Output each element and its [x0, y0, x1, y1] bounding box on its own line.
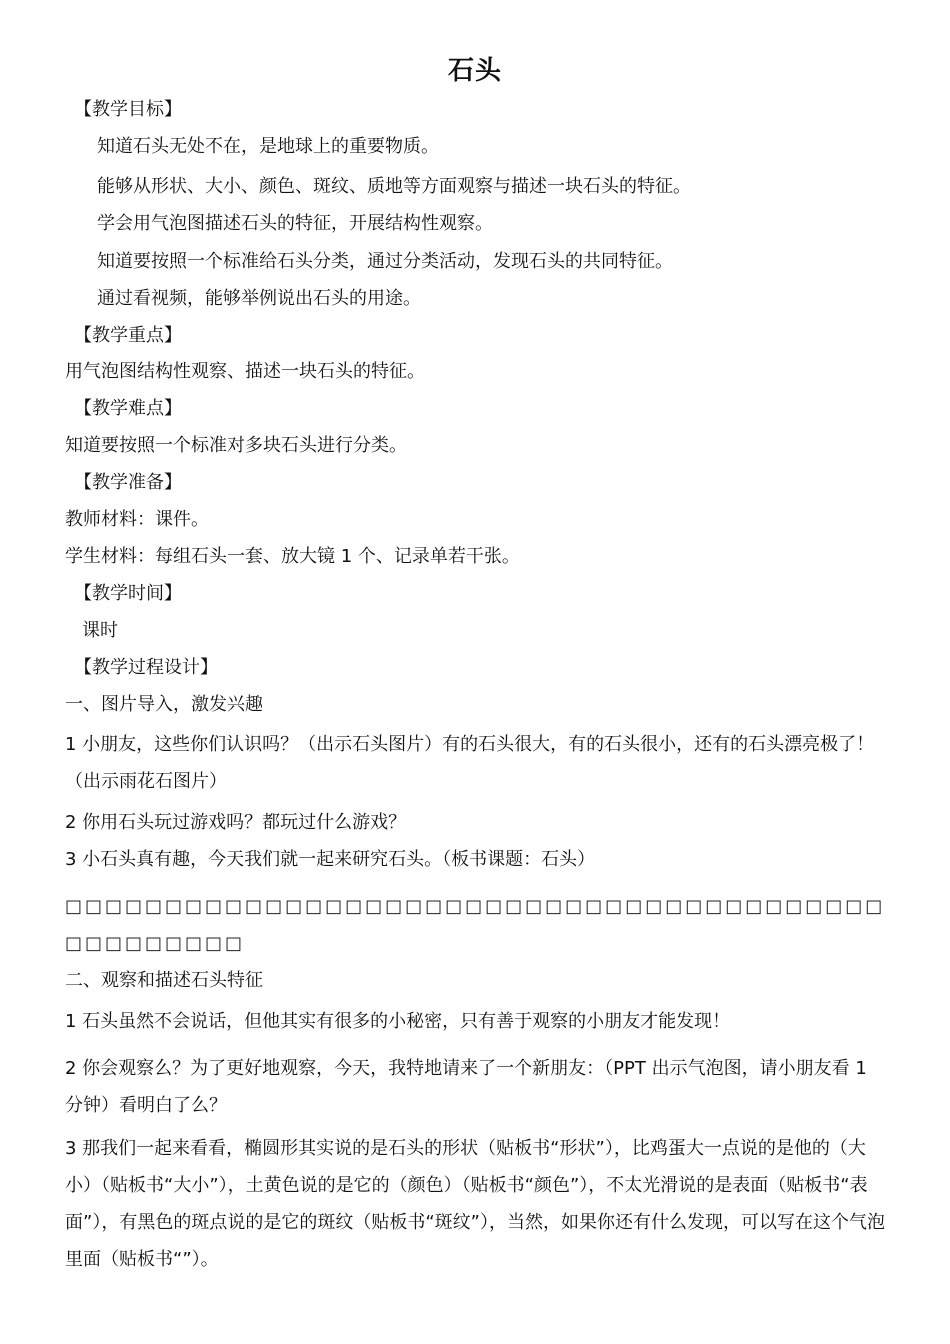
goal-item-4: 知道要按照一个标准给石头分类，通过分类活动，发现石头的共同特征。 [97, 251, 673, 272]
part1-item-1: 1 小朋友，这些你们认识吗？（出示石头图片）有的石头很大，有的石头很小，还有的石头漂亮极了！（出示雨花石图片） [65, 734, 875, 792]
part2-item-3: 3 那我们一起来看看，椭圆形其实说的是石头的形状（贴板书“形状”），比鸡蛋大一点说的是他的（大小）（贴板书“大小”），土黄色说的是它的（颜色）（贴板书“颜色”），不太光滑说的是表面（贴板书“表面”），有黑色的斑点说的是它的斑纹（贴板书“斑纹”），当然，如果你还有什么发现，可以写在这个气泡里面（贴板书“”）。 [65, 1138, 885, 1270]
difficulty-text: 知道要按照一个标准对多块石头进行分类。 [65, 435, 407, 456]
prep-teacher: 教师材料：课件。 [65, 509, 209, 530]
goal-item-3: 学会用气泡图描述石头的特征，开展结构性观察。 [97, 213, 493, 234]
difficulty-heading: 【教学难点】 [74, 398, 182, 419]
time-heading: 【教学时间】 [74, 583, 182, 604]
goal-item-5: 通过看视频，能够举例说出石头的用途。 [97, 288, 421, 309]
part2-heading: 二、观察和描述石头特征 [65, 970, 263, 991]
prep-student: 学生材料：每组石头一套、放大镜 1 个、记录单若干张。 [65, 546, 520, 567]
goal-item-1: 知道石头无处不在，是地球上的重要物质。 [97, 136, 439, 157]
placeholder-boxes: □□□□□□□□□□□□□□□□□□□□□□□□□□□□□□□□□□□□□□□□□□□□□□□□□□ [65, 896, 886, 954]
part1-item-3: 3 小石头真有趣，今天我们就一起来研究石头。（板书课题：石头） [65, 849, 596, 870]
part1-heading: 一、图片导入，激发兴趣 [65, 694, 263, 715]
part2-item-2: 2 你会观察么？为了更好地观察，今天，我特地请来了一个新朋友：（PPT 出示气泡图，请小朋友看 1 分钟）看明白了么？ [65, 1058, 867, 1116]
goals-heading: 【教学目标】 [74, 99, 182, 120]
goal-item-2: 能够从形状、大小、颜色、斑纹、质地等方面观察与描述一块石头的特征。 [97, 176, 691, 197]
process-heading: 【教学过程设计】 [74, 657, 218, 678]
key-text: 用气泡图结构性观察、描述一块石头的特征。 [65, 361, 425, 382]
part2-item-1: 1 石头虽然不会说话，但他其实有很多的小秘密，只有善于观察的小朋友才能发现！ [65, 1011, 731, 1032]
prep-heading: 【教学准备】 [74, 472, 182, 493]
part1-item-2: 2 你用石头玩过游戏吗？都玩过什么游戏？ [65, 812, 407, 833]
key-heading: 【教学重点】 [74, 325, 182, 346]
page-title: 石头 [447, 56, 502, 86]
time-text: 课时 [82, 620, 118, 641]
